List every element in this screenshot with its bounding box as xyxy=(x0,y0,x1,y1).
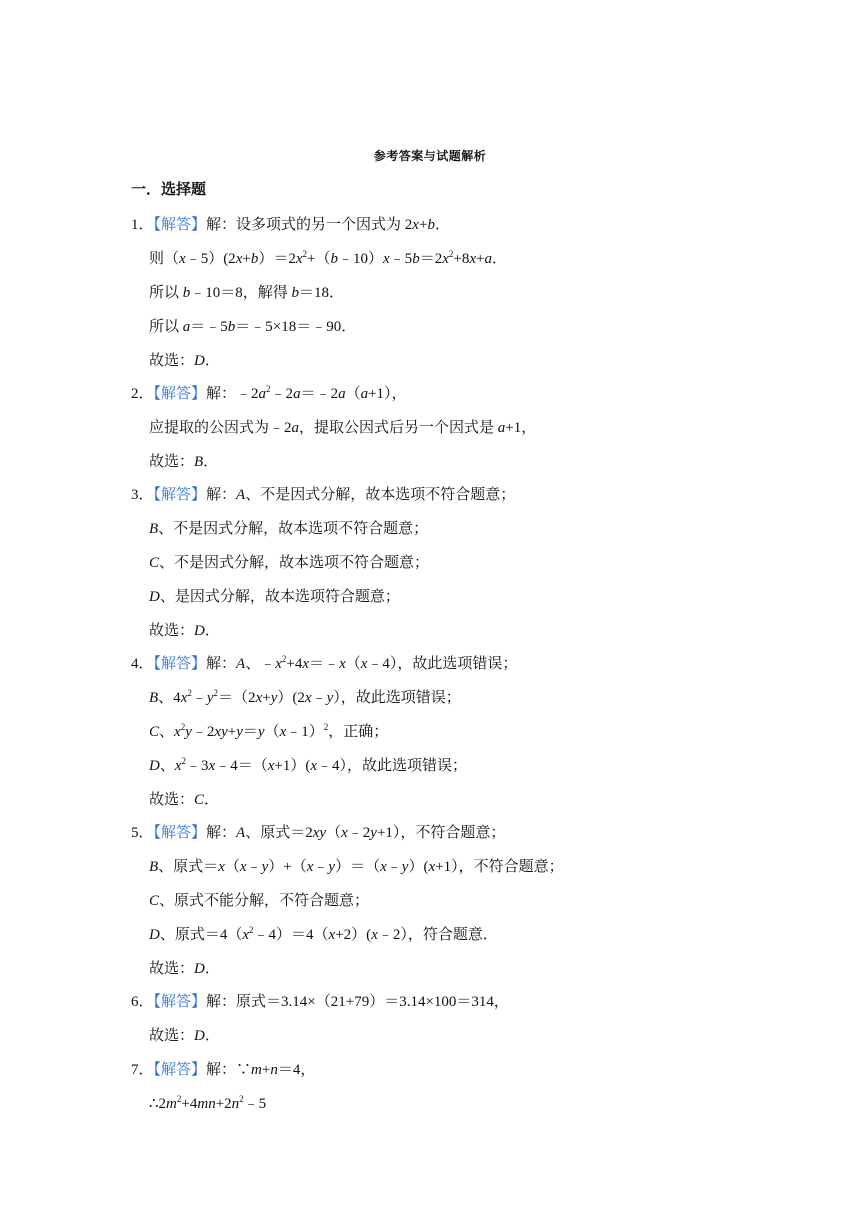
answer-line xyxy=(149,452,218,472)
answer-text: 解：A、原式＝2xy（x﹣2y+1），不符合题意； xyxy=(206,825,506,841)
answer-text: 故选：D． xyxy=(149,353,220,369)
answer-text: D、$x^2﹣3x﹣4=(x+1)(x﹣4)$，故此选项错误； xyxy=(149,756,468,774)
answer-item-header xyxy=(131,1060,315,1080)
answer-tag: 【解答】 xyxy=(153,1062,207,1078)
answer-text: 故选：D． xyxy=(149,1028,220,1044)
answer-text: $\therefore 2m^2+4mn+2n^2﹣5$ xyxy=(149,1094,267,1112)
page-title: 参考答案与试题解析 xyxy=(373,149,487,163)
answer-text: B、原式＝x（x﹣y）+（x﹣y）＝（x﹣y）(x+1），不符合题意； xyxy=(149,859,564,875)
answer-line xyxy=(149,621,220,641)
answer-text: C、原式不能分解，不符合题意； xyxy=(149,893,370,909)
answer-tag: 【解答】 xyxy=(153,825,207,841)
answer-line xyxy=(149,722,388,742)
answer-text: 解：A、$﹣x^2+4x=﹣x(x﹣4)$，故此选项错误； xyxy=(206,654,518,672)
answer-text: 故选：D． xyxy=(149,623,220,639)
answer-tag: 【解答】 xyxy=(153,217,207,233)
answer-text: 故选：C． xyxy=(149,792,220,808)
answer-text: B、不是因式分解，故本选项不符合题意； xyxy=(149,521,429,537)
answer-item-header xyxy=(131,384,407,404)
answer-text: D、是因式分解，故本选项符合题意； xyxy=(149,589,400,605)
answer-item-header xyxy=(131,992,509,1012)
answer-item-header xyxy=(131,485,515,505)
answer-text: 解：∵m+n＝4， xyxy=(206,1062,316,1078)
answer-tag: 【解答】 xyxy=(153,386,207,402)
item-number: 2． xyxy=(131,386,154,402)
answer-text: B、$4x^2﹣y^2=(2x+y)(2x﹣y)$，故此选项错误； xyxy=(149,688,461,706)
answer-text: 解：原式＝3.14×（21+79）＝3.14×100＝314， xyxy=(206,994,509,1010)
answer-text: C、$x^2y﹣2xy+y=y(x﹣1)^2$，正确； xyxy=(149,722,389,740)
answer-tag: 【解答】 xyxy=(153,994,207,1010)
item-number: 5． xyxy=(131,825,154,841)
answer-line xyxy=(149,283,344,303)
answer-text: 解：$﹣2a^2﹣2a=﹣2a(a+1)$， xyxy=(206,384,407,402)
answer-line xyxy=(149,756,467,776)
answer-text: 故选：B． xyxy=(149,454,219,470)
answer-item-header xyxy=(131,215,450,235)
answer-line xyxy=(149,1094,266,1114)
answer-line xyxy=(149,891,369,911)
answer-item-header xyxy=(131,823,505,843)
section-heading: 一．选择题 xyxy=(131,182,207,198)
answer-line xyxy=(149,857,564,877)
item-number: 6． xyxy=(131,994,154,1010)
answer-line xyxy=(149,351,220,371)
answer-text: 所以 b﹣10＝8，解得 b＝18． xyxy=(149,285,345,301)
item-number: 7． xyxy=(131,1062,154,1078)
item-number: 4． xyxy=(131,656,154,672)
answer-text: 解：设多项式的另一个因式为 2x+b． xyxy=(206,217,450,233)
answer-text: 所以 a＝﹣5b＝﹣5×18＝﹣90． xyxy=(149,319,357,335)
answer-line xyxy=(149,1026,220,1046)
answer-line xyxy=(149,959,220,979)
answer-text: 解：A、不是因式分解，故本选项不符合题意； xyxy=(206,487,516,503)
answer-line xyxy=(149,688,461,708)
answer-line xyxy=(149,519,428,539)
answer-text: 应提取的公因式为﹣2a，提取公因式后另一个因式是 a+1， xyxy=(149,420,537,436)
answer-line xyxy=(149,249,507,269)
answer-text: C、不是因式分解，故本选项不符合题意； xyxy=(149,555,430,571)
answer-line xyxy=(149,317,356,337)
answer-tag: 【解答】 xyxy=(153,487,207,503)
answer-tag: 【解答】 xyxy=(153,656,207,672)
answer-text: D、原式$=4(x^2﹣4)=4(x+2)(x﹣2)$，符合题意． xyxy=(149,925,498,943)
answer-line xyxy=(149,418,536,438)
answer-line xyxy=(149,790,219,810)
answer-text: 故选：D． xyxy=(149,961,220,977)
answer-line xyxy=(149,925,498,945)
answer-line xyxy=(149,553,429,573)
item-number: 1． xyxy=(131,217,154,233)
answer-line xyxy=(149,587,400,607)
answer-text: 则$(x﹣5)(2x+b)=2x^2+(b﹣10)x﹣5b=2x^2+8x+a$． xyxy=(149,249,507,267)
answer-item-header xyxy=(131,654,517,674)
item-number: 3． xyxy=(131,487,154,503)
